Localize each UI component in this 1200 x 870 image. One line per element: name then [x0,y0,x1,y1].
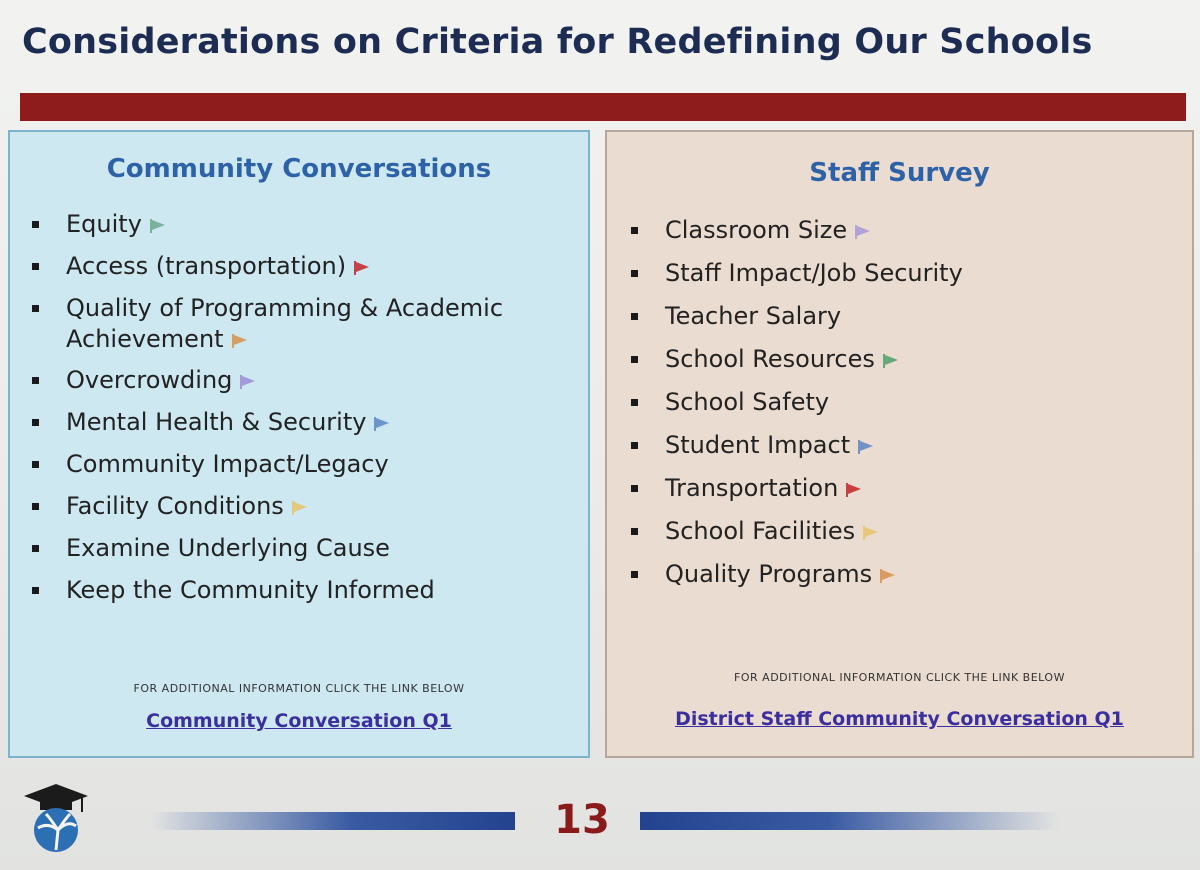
list-item-label: Facility Conditions [66,492,284,520]
list-item-label: Examine Underlying Cause [66,534,390,562]
list-item [28,365,583,396]
graduation-cap-palm-logo-icon [20,778,92,856]
list-item [627,473,1187,504]
list-item [28,491,583,522]
community-info-note: FOR ADDITIONAL INFORMATION CLICK THE LINK BELOW [133,682,465,695]
community-criteria-list [28,209,583,617]
flag-icon [292,501,308,515]
community-conversations-panel [8,130,590,758]
flag-icon [240,375,256,389]
flag-icon [855,225,871,239]
list-item-label: Access (transportation) [66,252,347,280]
bullet-icon [32,263,39,270]
bullet-icon [32,461,39,468]
list-item-label: School Facilities [665,517,856,545]
staff-criteria-list [627,215,1187,602]
bullet-icon [32,305,39,312]
bullet-icon [32,419,39,426]
footer-line-right [640,812,1060,830]
community-conversation-link[interactable]: Community Conversation Q1 [146,710,452,732]
list-item-label: Equity [66,210,142,238]
list-item-label: Student Impact [665,431,851,459]
list-item [627,301,1187,332]
page-title: Considerations on Criteria for Redefining Our Schools [22,22,1093,62]
list-item [627,559,1187,590]
list-item [627,258,1187,289]
bullet-icon [631,356,638,363]
list-item-label: Transportation [665,474,839,502]
list-item [28,251,583,282]
flag-icon [354,261,370,275]
list-item [627,516,1187,547]
staff-info-note: FOR ADDITIONAL INFORMATION CLICK THE LINK BELOW [734,671,1065,684]
flag-icon [374,417,390,431]
list-item-label: School Resources [665,345,875,373]
flag-icon [858,440,874,454]
list-item [28,209,583,240]
list-item-label: Community Impact/Legacy [66,450,389,478]
bullet-icon [32,377,39,384]
flag-icon [883,354,899,368]
list-item-label: Teacher Salary [665,302,842,330]
list-item [627,215,1187,246]
list-item [28,575,583,606]
bullet-icon [631,571,638,578]
flag-icon [232,334,248,348]
bullet-icon [32,587,39,594]
list-item [28,533,583,564]
list-item-label: School Safety [665,388,830,416]
flag-icon [880,569,896,583]
list-item [627,344,1187,375]
staff-survey-panel [605,130,1194,758]
bullet-icon [631,399,638,406]
flag-icon [846,483,862,497]
page-number: 13 [554,797,610,843]
list-item-label: Overcrowding [66,366,233,394]
bullet-icon [32,503,39,510]
bullet-icon [32,545,39,552]
flag-icon [863,526,879,540]
bullet-icon [631,270,638,277]
list-item-label: Quality Programs [665,560,873,588]
list-item-label: Quality of Programming & Academic Achievement [66,294,504,353]
list-item [28,407,583,438]
list-item-label: Keep the Community Informed [66,576,435,604]
list-item [627,387,1187,418]
footer-line-left [150,812,515,830]
flag-icon [150,219,166,233]
bullet-icon [631,485,638,492]
list-item [28,449,583,480]
bullet-icon [32,221,39,228]
bullet-icon [631,442,638,449]
list-item-label: Classroom Size [665,216,848,244]
bullet-icon [631,313,638,320]
list-item-label: Staff Impact/Job Security [665,259,963,287]
bullet-icon [631,528,638,535]
list-item-label: Mental Health & Security [66,408,367,436]
list-item [28,293,583,355]
title-divider-bar [20,93,1186,121]
staff-survey-heading: Staff Survey [809,158,990,188]
list-item [627,430,1187,461]
staff-conversation-link[interactable]: District Staff Community Conversation Q1 [675,708,1124,730]
community-conversations-heading: Community Conversations [106,154,492,184]
bullet-icon [631,227,638,234]
